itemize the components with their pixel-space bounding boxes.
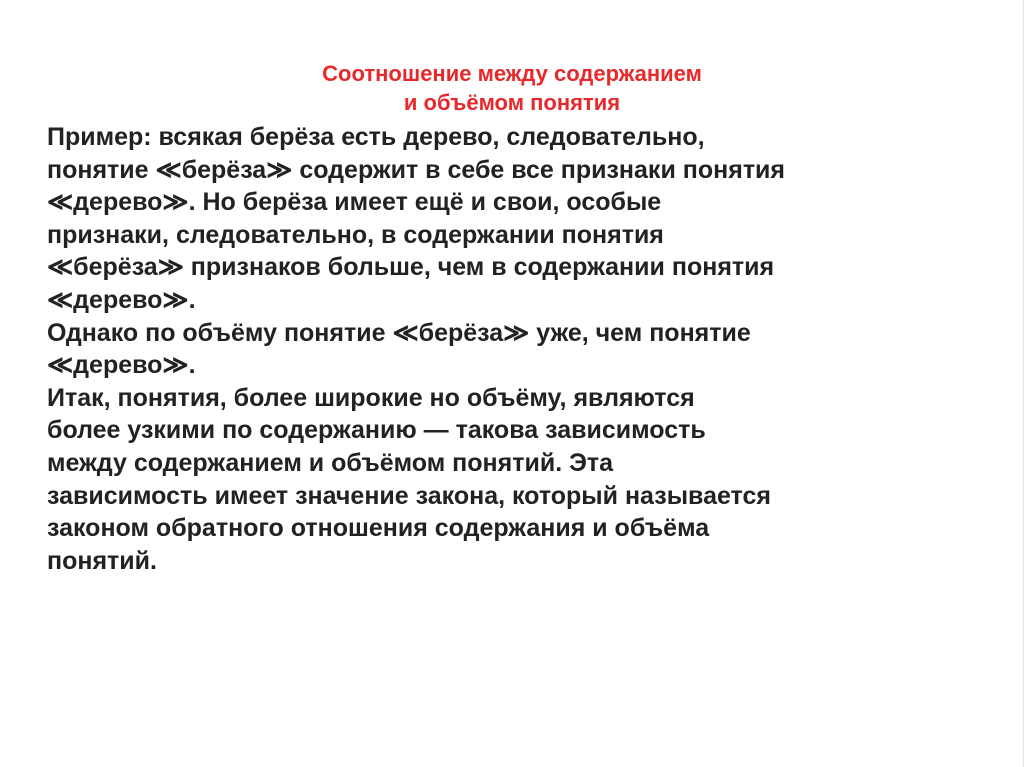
body-line: между содержанием и объёмом понятий. Эта <box>47 448 614 477</box>
body-line: Пример: всякая берёза есть дерево, следовательно, <box>47 123 705 151</box>
body-line: ≪дерево≫. Но берёза имеет ещё и свои, особые <box>47 188 662 217</box>
body-line: ≪дерево≫. <box>47 351 196 380</box>
body-line: признаки, следовательно, в содержании понятия <box>47 220 664 249</box>
body-line: ≪дерево≫. <box>47 285 196 314</box>
body-line: Однако по объёму понятие ≪берёза≫ уже, чем понятие <box>47 318 751 347</box>
slide-body <box>47 121 1007 577</box>
slide-title-line-1: Соотношение между содержанием <box>322 61 702 86</box>
body-line: понятие ≪берёза≫ содержит в себе все признаки понятия <box>47 155 786 184</box>
body-line: Итак, понятия, более широкие но объёму, являются <box>47 383 695 412</box>
body-line: более узкими по содержанию — такова зависимость <box>47 416 706 445</box>
body-line: ≪берёза≫ признаков больше, чем в содержании понятия <box>47 253 775 282</box>
body-line: зависимость имеет значение закона, который называется <box>47 481 771 510</box>
body-line: законом обратного отношения содержания и объёма <box>47 514 710 543</box>
slide-title-line-2: и объёмом понятия <box>403 90 621 115</box>
body-line: понятий. <box>47 546 157 575</box>
